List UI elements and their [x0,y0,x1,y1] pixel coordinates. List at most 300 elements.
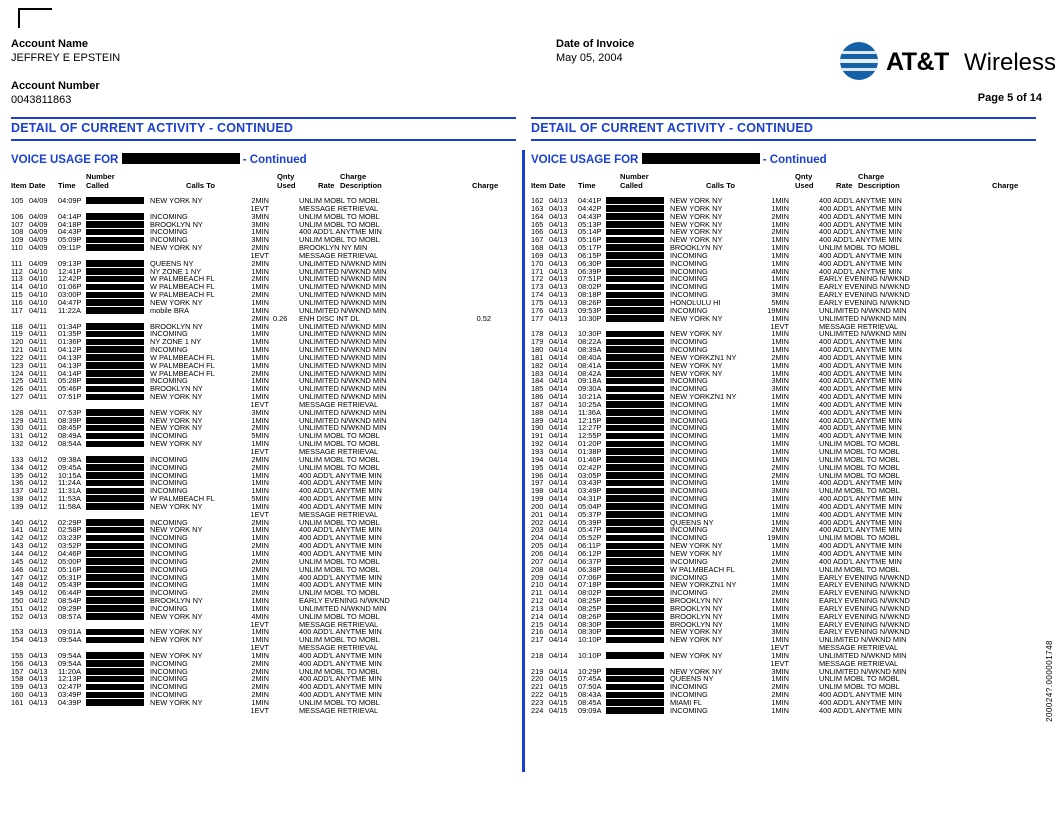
cell-item: 152 [11,611,24,621]
cell-desc: 400 ADD'L ANYTME MIN [819,415,902,425]
cell-date: 04/13 [549,329,568,339]
cell-qnty: 2MIN [771,462,789,472]
cell-qnty: 3MIN [771,290,789,300]
redacted-number-called [606,417,664,425]
cell-time: 04:39P [58,698,82,707]
cell-time: 12:42P [58,274,82,284]
cell-time: 07:45A [578,674,602,684]
cell-item: 126 [11,384,24,394]
cell-desc: UNLIM MOBL TO MOBL [299,564,380,574]
cell-desc: UNLIMITED N/WKND MIN [299,384,387,394]
cell-to: NEW YORK NY [670,313,723,323]
cell-qnty: 1MIN [251,337,269,347]
cell-date: 04/09 [29,235,48,245]
cell-date: 04/12 [29,588,48,598]
cell-to: NEW YORK NY [150,650,203,660]
cell-desc: EARLY EVENING N/WKND [819,297,910,307]
cell-date: 04/14 [549,407,568,417]
cell-desc: 400 ADD'L ANYTME MIN [299,227,382,237]
voice-usage-suffix-right: - Continued [762,154,827,166]
cell-date: 04/12 [29,478,48,488]
cell-desc: UNLIMITED N/WKND MIN [299,352,387,362]
cell-date: 04/14 [549,533,568,543]
cell-desc: 400 ADD'L ANYTME MIN [819,196,902,205]
cell-time: 04:14P [58,368,82,378]
cell-date: 04/14 [549,494,568,504]
cell-desc: EARLY EVENING N/WKND [819,627,910,637]
redacted-number-called [86,675,144,683]
cell-item: 219 [531,666,544,676]
cell-time: 06:30P [578,258,602,268]
cell-qnty: 1EVT [250,619,269,629]
cell-time: 09:54A [58,635,82,645]
cell-desc: EARLY EVENING N/WKND [819,596,910,606]
cell-to: INCOMING [150,580,188,590]
redacted-number-called [86,479,144,487]
redacted-number-called [606,385,664,393]
cell-date: 04/13 [549,219,568,229]
cell-to: NEW YORK NY [670,235,723,245]
cell-item: 171 [531,266,544,276]
redacted-number-called [606,675,664,683]
cell-time: 05:47P [578,525,602,535]
cell-to: BROOKLYN NY [150,596,203,606]
cell-time: 10:25A [578,399,602,409]
cell-time: 09:54A [58,658,82,668]
cell-item: 153 [11,627,24,637]
cell-qnty: 2MIN [771,352,789,362]
redacted-number-called [606,228,664,236]
cell-date: 04/14 [549,501,568,511]
cell-item: 190 [531,423,544,433]
cell-desc: MESSAGE RETRIEVAL [299,619,379,629]
redacted-number-called [86,346,144,354]
cell-desc: 400 ADD'L ANYTME MIN [299,690,382,700]
redacted-number-called [606,464,664,472]
cell-date: 04/13 [29,658,48,668]
cell-qnty: 1MIN [251,392,269,402]
redacted-number-called [606,503,664,511]
cell-qnty: 1MIN [251,548,269,558]
cell-date: 04/14 [549,580,568,590]
cell-qnty: 1MIN [251,329,269,339]
cell-desc: UNLIMITED N/WKND MIN [819,650,907,660]
cell-to: NEW YORKZN1 NY [670,580,737,590]
redacted-number-called [606,542,664,550]
section-title-left: DETAIL OF CURRENT ACTIVITY - CONTINUED [11,117,516,141]
redacted-number-called [86,668,144,676]
cell-qnty: 1MIN [771,274,789,284]
redacted-number-called [606,440,664,448]
cell-qnty: 2MIN [771,690,789,700]
cell-item: 105 [11,196,24,205]
cell-item: 115 [11,290,23,300]
cell-date: 04/14 [549,572,568,582]
cell-desc: MESSAGE RETRIEVAL [299,509,379,519]
cell-date: 04/14 [549,650,568,660]
cell-item: 166 [531,227,544,237]
cell-qnty: 1MIN [771,611,789,621]
cell-desc: EARLY EVENING N/WKND [819,588,910,598]
cell-qnty: 1MIN [771,219,789,229]
cell-time: 09:29P [58,603,82,613]
cell-item: 167 [531,235,544,245]
cell-time: 08:39A [578,345,602,355]
cell-to: INCOMING [150,235,188,245]
cell-time: 03:05P [578,470,602,480]
cell-time: 05:39P [578,517,602,527]
cell-desc: UNLIMITED N/WKND MIN [819,329,907,339]
redacted-number-called [86,597,144,605]
cell-date: 04/12 [29,431,48,441]
cell-item: 205 [531,541,544,551]
cell-desc: UNLIMITED N/WKND MIN [299,274,387,284]
cell-qnty: 1MIN [771,478,789,488]
cell-time: 04:42P [578,203,602,213]
cell-time: 12:15P [578,415,602,425]
cell-time: 04:43P [58,227,82,237]
cell-qnty: 1MIN [771,619,789,629]
cell-to: W PALMBEACH FL [150,360,215,370]
cell-time: 04:31P [578,494,602,504]
cell-desc: 400 ADD'L ANYTME MIN [299,533,382,543]
cell-time: 03:23P [58,533,82,543]
cell-desc: 400 ADD'L ANYTME MIN [299,501,382,511]
cell-item: 211 [531,588,543,598]
cell-date: 04/13 [549,297,568,307]
cell-item: 130 [11,423,24,433]
cell-desc: 400 ADD'L ANYTME MIN [819,690,902,700]
cell-item: 201 [531,509,544,519]
cell-item: 149 [11,588,24,598]
cell-time: 06:37P [578,556,602,566]
cell-to: NEW YORK NY [670,548,723,558]
cell-qnty: 2MIN [771,682,789,692]
redacted-number-called [86,495,144,503]
redacted-number-called [86,283,144,291]
cell-date: 04/14 [549,596,568,606]
cell-to: BROOKLYN NY [670,243,723,253]
cell-qnty: 1MIN [771,415,789,425]
cell-to: INCOMING [670,509,708,519]
redacted-number-called [606,534,664,542]
cell-desc: EARLY EVENING N/WKND [819,572,910,582]
cell-qnty: 1MIN [771,596,789,606]
cell-desc: UNLIM MOBL TO MOBL [299,431,380,441]
cell-date: 04/12 [29,439,48,449]
cell-desc: 400 ADD'L ANYTME MIN [299,548,382,558]
cell-item: 111 [11,258,23,268]
invoice-date-label: Date of Invoice [556,38,635,50]
cell-desc: EARLY EVENING N/WKND [819,603,910,613]
cell-to: INCOMING [670,556,708,566]
cell-to: NEW YORK NY [670,211,723,221]
cell-time: 05:13P [578,219,602,229]
cell-qnty: 1MIN [771,392,789,402]
cell-qnty: 2MIN [251,682,269,692]
cell-item: 151 [11,603,24,613]
col-header-rate-left: Rate [318,181,335,190]
cell-qnty: 1MIN [251,297,269,307]
redacted-number-called [606,589,664,597]
cell-desc: 400 ADD'L ANYTME MIN [819,478,902,488]
cell-qnty: 1MIN [251,635,269,645]
cell-date: 04/09 [29,219,48,229]
cell-time: 08:02P [578,282,602,292]
cell-item: 155 [11,650,24,660]
redacted-number-called [606,283,664,291]
cell-to: NEW YORKZN1 NY [670,392,737,402]
cell-date: 04/13 [549,227,568,237]
cell-qnty: 1MIN [771,196,789,205]
cell-to: INCOMING [150,658,188,668]
cell-qnty: 1MIN [251,415,269,425]
cell-to: W PALMBEACH FL [150,282,215,292]
cell-time: 08:26P [578,611,602,621]
cell-item: 180 [531,345,544,355]
cell-qnty: 2MIN [251,196,269,205]
cell-date: 04/14 [549,556,568,566]
cell-time: 04:43P [578,211,602,221]
cell-qnty: 2MIN [251,564,269,574]
cell-qnty: 1MIN [771,368,789,378]
cell-item: 194 [531,454,544,464]
redacted-number-called [86,550,144,558]
cell-desc: 400 ADD'L ANYTME MIN [819,705,902,715]
cell-date: 04/12 [29,572,48,582]
redacted-number-called [606,668,664,676]
cell-date: 04/14 [549,439,568,449]
cell-desc: EARLY EVENING N/WKND [819,619,910,629]
cell-date: 04/14 [549,454,568,464]
cell-desc: UNLIM MOBL TO MOBL [299,439,380,449]
cell-date: 04/12 [29,548,48,558]
cell-desc: UNLIMITED N/WKND MIN [299,360,387,370]
cell-time: 04:18P [58,219,82,229]
cell-qnty: 2MIN [771,525,789,535]
cell-to: NY ZONE 1 NY [150,337,202,347]
cell-date: 04/14 [549,541,568,551]
redacted-number-called [606,487,664,495]
cell-desc: 400 ADD'L ANYTME MIN [819,250,902,260]
redacted-number-called [606,574,664,582]
cell-date: 04/13 [549,282,568,292]
cell-item: 140 [11,517,24,527]
col-header-number-right: Number Called [620,172,649,190]
cell-time: 08:54A [58,439,82,449]
col-header-qnty-left: Qnty Used [277,172,296,190]
cell-to: INCOMING [670,447,708,456]
cell-time: 10:29P [578,666,602,676]
cell-qnty: 3MIN [771,486,789,496]
cell-qnty: 1MIN [771,447,789,456]
cell-to: BROOKLYN NY [670,619,723,629]
cell-desc: UNLIMITED N/WKND MIN [299,305,387,315]
cell-to: INCOMING [150,431,188,441]
cell-to: INCOMING [670,423,708,433]
cell-to: INCOMING [670,478,708,488]
cell-qnty: 3MIN [771,666,789,676]
cell-desc: 400 ADD'L ANYTME MIN [819,337,902,347]
cell-item: 164 [531,211,544,221]
cell-item: 156 [11,658,24,668]
cell-item: 142 [11,533,24,543]
col-header-rate-right: Rate [836,181,853,190]
cell-to: INCOMING [670,337,708,347]
cell-to: BROOKLYN NY [670,611,723,621]
cell-to: INCOMING [670,305,708,315]
cell-qnty: 2MIN [251,674,269,684]
cell-desc: 400 ADD'L ANYTME MIN [819,360,902,370]
cell-desc: UNLIMITED N/WKND MIN [819,666,907,676]
cell-to: INCOMING [670,462,708,472]
cell-qnty: 1EVT [770,321,789,331]
cell-qnty: 3MIN [771,384,789,394]
cell-time: 09:13P [58,258,82,268]
cell-to: NEW YORK NY [150,501,203,511]
cell-to: INCOMING [150,329,188,339]
account-name-value: JEFFREY E EPSTEIN [11,52,121,64]
cell-desc: UNLIMITED N/WKND MIN [299,603,387,613]
cell-to: HONOLULU HI [670,297,721,307]
cell-qnty: 1MIN [251,486,269,496]
col-header-callsto-left: Calls To [186,181,215,190]
cell-to: QUEENS NY [670,674,714,684]
cell-time: 09:18A [578,376,602,386]
cell-time: 06:38P [578,564,602,574]
cell-desc: 400 ADD'L ANYTME MIN [299,580,382,590]
cell-date: 04/11 [29,392,47,402]
cell-date: 04/09 [29,227,48,237]
cell-desc: 400 ADD'L ANYTME MIN [299,658,382,668]
cell-qnty: 1MIN [771,650,789,660]
cell-time: 03:52P [58,541,82,551]
cell-qnty: 1MIN [771,258,789,268]
cell-qnty: 1MIN [251,533,269,543]
cell-time: 03:43P [578,478,602,488]
cell-date: 04/14 [549,517,568,527]
cell-qnty: 1MIN [771,235,789,245]
cell-desc: MESSAGE RETRIEVAL [299,250,379,260]
cell-item: 137 [11,486,24,496]
redacted-number-called [86,424,144,432]
cell-qnty: 2MIN [251,541,269,551]
col-header-item-right: Item [531,181,547,190]
cell-qnty: 1MIN [771,564,789,574]
cell-item: 202 [531,517,544,527]
cell-item: 214 [531,611,544,621]
cell-desc: 400 ADD'L ANYTME MIN [819,376,902,386]
cell-date: 04/14 [549,509,568,519]
col-header-charge-desc-right: Charge Description [858,172,900,190]
cell-item: 189 [531,415,544,425]
cell-date: 04/14 [549,368,568,378]
cell-qnty: 1EVT [250,250,269,260]
cell-time: 05:04P [578,501,602,511]
cell-desc: 400 ADD'L ANYTME MIN [819,211,902,221]
cell-date: 04/12 [29,596,48,606]
cell-time: 06:39P [578,266,602,276]
cell-qnty: 2MIN [771,556,789,566]
cell-qnty: 2MIN [251,658,269,668]
cell-qnty: 5MIN [771,297,789,307]
cell-date: 04/13 [549,313,568,323]
cell-to: W PALMBEACH FL [150,290,215,300]
cell-date: 04/10 [29,297,48,307]
cell-to: INCOMING [670,690,708,700]
cell-date: 04/13 [549,305,568,315]
cell-qnty: 1MIN [251,384,269,394]
cell-qnty: 1MIN [771,572,789,582]
cell-to: INCOMING [670,486,708,496]
cell-qnty: 1EVT [250,705,269,715]
cell-time: 07:18P [578,580,602,590]
redacted-number-called [606,260,664,268]
cell-desc: EARLY EVENING N/WKND [819,274,910,284]
cell-item: 212 [531,596,544,606]
cell-desc: 400 ADD'L ANYTME MIN [819,541,902,551]
cell-date: 04/11 [29,368,47,378]
cell-time: 09:45A [58,462,82,472]
cell-time: 05:17P [578,243,602,253]
cell-qnty: 1EVT [250,203,269,213]
cell-to: INCOMING [670,494,708,504]
redacted-number-called [606,307,664,315]
redacted-number-called [86,213,144,221]
cell-rate: 0.26 [273,313,288,323]
cell-date: 04/11 [29,376,47,386]
cell-item: 117 [11,305,23,315]
cell-item: 221 [531,682,544,692]
table-row [531,707,1036,715]
cell-item: 206 [531,548,544,558]
cell-time: 01:46P [578,454,602,464]
redacted-number-called [606,628,664,636]
cell-to: NEW YORK NY [670,635,723,645]
cell-date: 04/13 [549,211,568,221]
cell-time: 12:27P [578,423,602,433]
cell-date: 04/09 [29,196,48,205]
cell-time: 08:42A [578,368,602,378]
cell-time: 08:54P [58,596,82,606]
redacted-number-called [86,236,144,244]
redacted-number-called [86,440,144,448]
cell-item: 220 [531,674,544,684]
cell-date: 04/12 [29,564,48,574]
cell-qnty: 1MIN [771,407,789,417]
cell-qnty: 1MIN [251,627,269,637]
cell-item: 213 [531,603,544,613]
cell-qnty: 2MIN [251,313,269,323]
cell-date: 04/09 [29,211,48,221]
cell-item: 106 [11,211,24,221]
cell-date: 04/11 [29,337,47,347]
cell-desc: UNLIMITED N/WKND MIN [299,258,387,268]
cell-qnty: 1MIN [771,705,789,715]
cell-desc: UNLIM MOBL TO MOBL [819,439,900,449]
cell-qnty: 1MIN [251,650,269,660]
cell-date: 04/13 [549,235,568,245]
cell-item: 191 [531,431,544,441]
cell-item: 108 [11,227,24,237]
redacted-number-called [606,252,664,260]
cell-to: INCOMING [670,572,708,582]
cell-time: 04:14P [58,211,82,221]
cell-qnty: 1MIN [251,282,269,292]
redacted-number-called [86,409,144,417]
redacted-number-called [86,652,144,660]
cell-date: 04/15 [549,674,568,684]
